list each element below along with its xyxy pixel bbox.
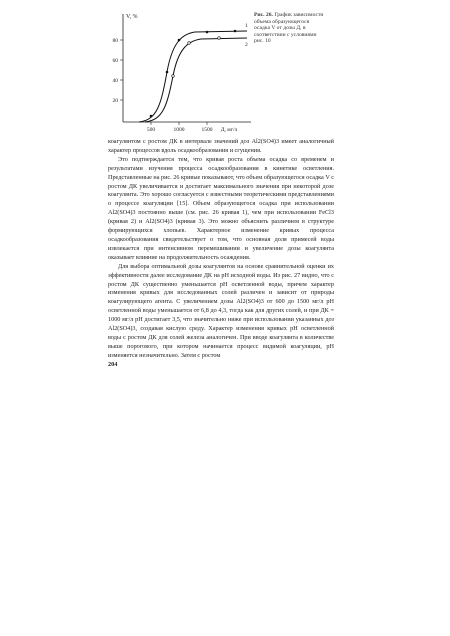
data-point [178, 39, 181, 42]
body-text [108, 138, 334, 370]
y-tick-label: 60 [112, 58, 118, 64]
y-tick-label: 20 [112, 98, 118, 104]
figure-graph [105, 10, 255, 135]
axes [120, 14, 251, 125]
caption-text: График зависимости объема образующегося осадка V от дозы Д, в соответствии с условиями рис. 10 [254, 12, 324, 45]
data-point [234, 30, 237, 33]
x-tick-label: 500 [146, 127, 156, 133]
paragraph: Для выбора оптимальной дозы коагулянтов на основе сравнительной оценки их эффективности далее исследование ДК на рН исходной воды. Из рис. 27 видно, что с ростом ДК существенно уменьшается рН осветленной воды, причем характер изменения кривых для исследованных солей различен и зависит от природы коагулирующего агента. С увеличением дозы Al2(SO4)3 от 600 до 1500 мг/л рН осветленной воды уменьшается от 6,8 до 4,3, тогда как для других солей, и при ДК = 1000 мг/л рН достигает 3,5, что значительно ниже при использовании указанных доз Al2(SO4)3, создавая кислую среду. Характер изменения кривых рН осветленной воды с ростом ДК для солей железа аналогичен. При вводе коагулянта в количестве выше порогового, при котором начинается процесс видимой коагуляции, рН изменяется незначительно. Затем с ростом [108, 262, 334, 359]
figure-caption [254, 12, 326, 45]
data-point [150, 115, 153, 118]
paragraph: Это подтверждается тем, что кривая роста объема осадка со временем и результатами изучения процесса осадкообразования в кинетике осветления. Представленные на рис. 26 кривые показывают, что объем образующегося осадка V с ростом ДК увеличивается и достигает максимального значения при некоторой дозе коагулянта. Это хорошо согласуется с известными теоретическими представлениями о процессе коагуляции [15]. Объем образующегося осадка при использовании Al2(SO4)3 постоянно выше (см. рис. 26 кривая 1), чем при использовании FeCl3 (кривая 2) и Al2(SO4)3 (кривая 3). Это можно объяснить различием в структуре формирующихся хлопьев. Характерное изменение кривых процесса осадкообразования свидетельствует о том, что основная доля примесей воды извлекается при интенсивном перемешивании и увеличение дозы коагулянта оказывает влияние на продолжительность осаждения. [108, 155, 334, 261]
x-tick-label: 1000 [173, 127, 185, 133]
curve-label: 2 [245, 42, 248, 48]
caption-number: Рис. 26. [254, 12, 273, 18]
x-axis-label: Д, мг/л [220, 127, 238, 133]
data-point [172, 75, 175, 78]
curve-label: 1 [245, 23, 248, 29]
data-point [188, 42, 191, 45]
curve-2 [145, 38, 247, 122]
data-point [206, 31, 209, 34]
paragraph: коагулянтом с ростом ДК в интервале значений доз Al2(SO4)3 имеет аналогичный характер процессов вдоль осадкообразования и сгущения. [108, 138, 334, 154]
data-point [218, 37, 221, 40]
page-number: 204 [108, 360, 118, 368]
y-axis-label: V, % [126, 14, 138, 20]
data-point [166, 71, 169, 74]
curve-1 [139, 31, 247, 122]
y-tick-label: 40 [112, 78, 118, 84]
y-tick-label: 80 [112, 38, 118, 44]
x-tick-label: 1500 [201, 127, 213, 133]
